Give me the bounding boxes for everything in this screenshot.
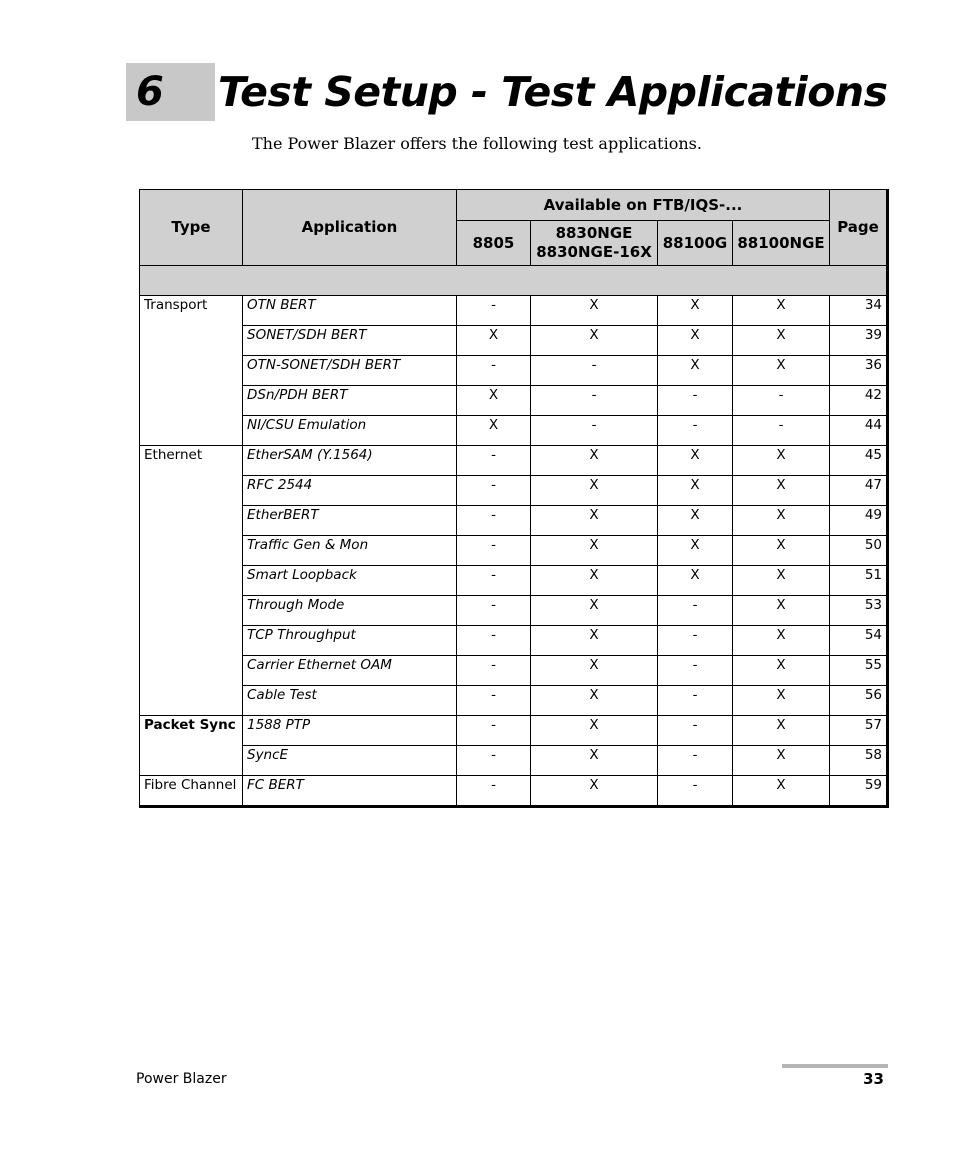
page-cell: 36 <box>830 356 888 386</box>
page-cell: 51 <box>830 566 888 596</box>
availability-cell: X <box>531 656 658 686</box>
availability-cell: X <box>531 536 658 566</box>
table-row <box>140 656 888 686</box>
page-cell: 55 <box>830 656 888 686</box>
page-cell: 45 <box>830 446 888 476</box>
availability-cell: X <box>658 326 733 356</box>
availability-cell: X <box>733 506 830 536</box>
availability-cell: - <box>457 716 531 746</box>
type-cell: Transport <box>140 296 243 446</box>
availability-cell: X <box>658 536 733 566</box>
page-cell: 56 <box>830 686 888 716</box>
application-cell: SONET/SDH BERT <box>243 326 457 356</box>
application-cell: OTN BERT <box>243 296 457 326</box>
table-row <box>140 536 888 566</box>
availability-cell: - <box>457 656 531 686</box>
header-model-88100g: 88100G <box>658 221 733 266</box>
availability-cell: X <box>531 626 658 656</box>
table-row <box>140 686 888 716</box>
page-cell: 59 <box>830 776 888 807</box>
page-cell: 42 <box>830 386 888 416</box>
type-cell: Packet Sync <box>140 716 243 776</box>
availability-cell: - <box>531 416 658 446</box>
application-cell: OTN-SONET/SDH BERT <box>243 356 457 386</box>
application-cell: EtherSAM (Y.1564) <box>243 446 457 476</box>
application-cell: FC BERT <box>243 776 457 807</box>
availability-cell: X <box>733 296 830 326</box>
availability-cell: - <box>457 296 531 326</box>
table-row <box>140 746 888 776</box>
page-cell: 47 <box>830 476 888 506</box>
table-row <box>140 626 888 656</box>
header-model-88100nge: 88100NGE <box>733 221 830 266</box>
availability-cell: X <box>457 386 531 416</box>
availability-cell: - <box>531 356 658 386</box>
availability-cell: - <box>658 626 733 656</box>
availability-cell: - <box>531 386 658 416</box>
page-cell: 58 <box>830 746 888 776</box>
availability-cell: X <box>733 686 830 716</box>
availability-cell: X <box>531 776 658 807</box>
availability-cell: X <box>733 356 830 386</box>
availability-cell: - <box>457 776 531 807</box>
availability-cell: - <box>457 476 531 506</box>
chapter-number: 6 <box>126 63 215 121</box>
availability-cell: X <box>658 296 733 326</box>
application-cell: NI/CSU Emulation <box>243 416 457 446</box>
availability-cell: - <box>457 746 531 776</box>
application-cell: RFC 2544 <box>243 476 457 506</box>
availability-cell: X <box>733 476 830 506</box>
availability-cell: - <box>457 536 531 566</box>
availability-cell: - <box>658 386 733 416</box>
availability-cell: X <box>733 776 830 807</box>
availability-cell: - <box>658 596 733 626</box>
table-row <box>140 296 888 326</box>
chapter-title: Test Setup - Test Applications <box>218 68 888 116</box>
footer-page-number: 33 <box>863 1070 884 1088</box>
table-row <box>140 386 888 416</box>
header-model-8805: 8805 <box>457 221 531 266</box>
application-cell: Smart Loopback <box>243 566 457 596</box>
page-cell: 34 <box>830 296 888 326</box>
availability-cell: - <box>457 566 531 596</box>
table-row <box>140 776 888 807</box>
availability-cell: - <box>457 686 531 716</box>
availability-cell: X <box>531 686 658 716</box>
application-cell: TCP Throughput <box>243 626 457 656</box>
availability-cell: X <box>733 716 830 746</box>
availability-cell: - <box>658 776 733 807</box>
availability-cell: - <box>733 416 830 446</box>
table-row <box>140 446 888 476</box>
availability-cell: X <box>531 296 658 326</box>
availability-cell: X <box>658 356 733 386</box>
availability-cell: X <box>531 446 658 476</box>
application-cell: DSn/PDH BERT <box>243 386 457 416</box>
table-row <box>140 566 888 596</box>
availability-cell: X <box>733 446 830 476</box>
availability-cell: - <box>457 356 531 386</box>
availability-cell: - <box>733 386 830 416</box>
type-cell: Fibre Channel <box>140 776 243 807</box>
availability-cell: X <box>531 596 658 626</box>
availability-cell: X <box>733 626 830 656</box>
availability-cell: X <box>531 326 658 356</box>
page-cell: 57 <box>830 716 888 746</box>
availability-cell: X <box>658 476 733 506</box>
availability-cell: - <box>658 656 733 686</box>
page-cell: 39 <box>830 326 888 356</box>
application-cell: SyncE <box>243 746 457 776</box>
availability-cell: X <box>457 416 531 446</box>
page-cell: 50 <box>830 536 888 566</box>
availability-cell: - <box>658 686 733 716</box>
availability-cell: X <box>733 566 830 596</box>
table-body <box>140 296 888 807</box>
application-cell: Traffic Gen & Mon <box>243 536 457 566</box>
application-cell: EtherBERT <box>243 506 457 536</box>
availability-cell: X <box>531 746 658 776</box>
page-cell: 49 <box>830 506 888 536</box>
type-cell: Ethernet <box>140 446 243 716</box>
availability-cell: X <box>658 506 733 536</box>
availability-cell: X <box>531 566 658 596</box>
table-row <box>140 506 888 536</box>
table-row <box>140 716 888 746</box>
availability-cell: X <box>733 596 830 626</box>
availability-cell: - <box>457 596 531 626</box>
intro-paragraph: The Power Blazer offers the following test applications. <box>252 134 702 153</box>
availability-cell: X <box>531 506 658 536</box>
table-row <box>140 356 888 386</box>
availability-cell: X <box>733 656 830 686</box>
application-cell: 1588 PTP <box>243 716 457 746</box>
application-cell: Through Mode <box>243 596 457 626</box>
availability-cell: X <box>531 476 658 506</box>
availability-cell: X <box>733 746 830 776</box>
footer-product-name: Power Blazer <box>136 1071 227 1087</box>
page-cell: 54 <box>830 626 888 656</box>
availability-cell: X <box>531 716 658 746</box>
table-row <box>140 476 888 506</box>
availability-cell: X <box>658 446 733 476</box>
header-separator <box>140 266 888 296</box>
availability-cell: X <box>733 326 830 356</box>
table-row <box>140 416 888 446</box>
page-cell: 44 <box>830 416 888 446</box>
application-cell: Carrier Ethernet OAM <box>243 656 457 686</box>
availability-cell: X <box>733 536 830 566</box>
table-row <box>140 596 888 626</box>
application-cell: Cable Test <box>243 686 457 716</box>
footer-rule <box>782 1064 888 1068</box>
header-model-8830nge: 8830NGE 8830NGE-16X <box>531 221 658 266</box>
availability-cell: - <box>658 716 733 746</box>
header-page: Page <box>830 190 888 266</box>
test-applications-table <box>139 189 889 808</box>
table-row <box>140 326 888 356</box>
page-cell: 53 <box>830 596 888 626</box>
availability-cell: - <box>457 506 531 536</box>
header-type: Type <box>140 190 243 266</box>
availability-cell: - <box>658 746 733 776</box>
header-application: Application <box>243 190 457 266</box>
availability-cell: X <box>658 566 733 596</box>
header-available-on: Available on FTB/IQS-... <box>457 190 830 221</box>
availability-cell: - <box>457 626 531 656</box>
availability-cell: - <box>658 416 733 446</box>
availability-cell: X <box>457 326 531 356</box>
availability-cell: - <box>457 446 531 476</box>
